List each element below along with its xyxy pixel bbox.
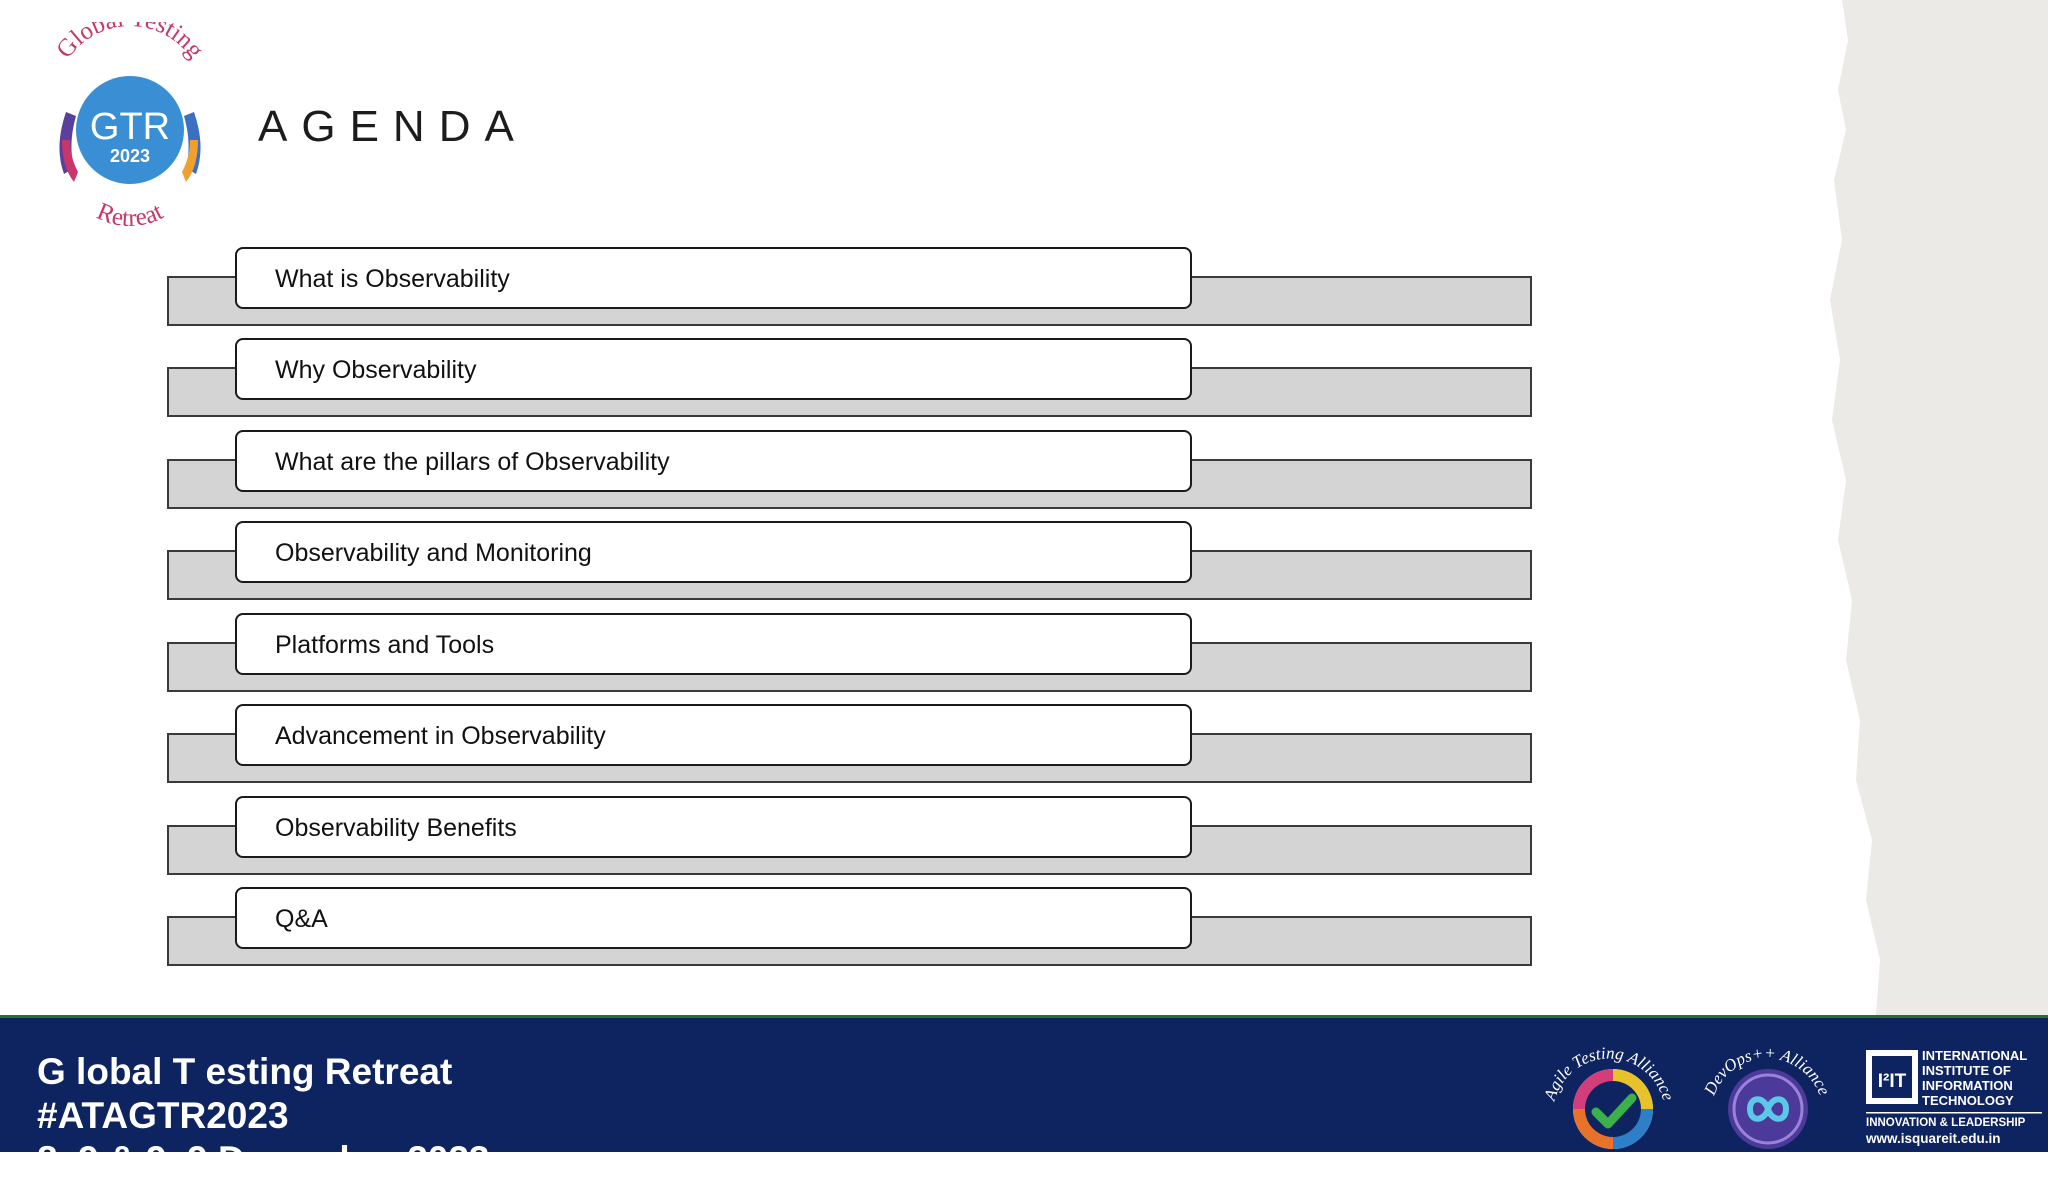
slide-title: AGENDA xyxy=(258,102,528,151)
agenda-item xyxy=(0,247,1600,339)
agenda-item-box xyxy=(235,430,1192,492)
logo-year-text: 2023 xyxy=(109,146,151,166)
footer-text xyxy=(37,1050,490,1182)
logo-arc-top-text: Glob sting xyxy=(51,22,209,64)
agenda-item-box xyxy=(235,796,1192,858)
agenda-item xyxy=(0,887,1600,979)
agenda-item xyxy=(0,613,1600,705)
i2it-name-line3: INFORMATION xyxy=(1922,1078,2013,1093)
agenda-item-label: Why Observability xyxy=(275,356,477,384)
agenda-item xyxy=(0,704,1600,796)
i2it-name-line4: TECHNOLOGY xyxy=(1922,1093,2014,1108)
agenda-item xyxy=(0,430,1600,522)
agenda-item xyxy=(0,521,1600,613)
agenda-item-box xyxy=(235,613,1192,675)
agenda-item-box xyxy=(235,887,1192,949)
i2it-logo xyxy=(1862,1020,2046,1155)
footer-event-name: G lobal T esting Retreat xyxy=(37,1051,453,1092)
footer-band xyxy=(0,1015,2048,1180)
footer-dates: 8, 9 & 9, 9 December 2023 xyxy=(37,1139,490,1180)
i2it-abbr: I²IT xyxy=(1877,1071,1907,1092)
agenda-item-box xyxy=(235,247,1192,309)
logo-center-text: GTR xyxy=(89,106,171,148)
agenda-item-box xyxy=(235,521,1192,583)
i2it-tagline: INNOVATION & LEADERSHIP xyxy=(1866,1117,2026,1129)
agenda-item-label: Observability and Monitoring xyxy=(275,539,592,567)
agenda-item-label: Advancement in Observability xyxy=(275,722,606,750)
logo-arc-bottom-text: Retreat xyxy=(92,197,168,233)
agenda-item xyxy=(0,796,1600,888)
agenda-item xyxy=(0,338,1600,430)
devops-alliance-logo xyxy=(1692,1020,1842,1155)
devops-logo-text: DevOps++ Alliance xyxy=(1700,1043,1834,1098)
agenda-item-box xyxy=(235,338,1192,400)
i2it-name-line2: INSTITUTE OF xyxy=(1922,1063,2011,1078)
footer-hashtag: #ATAGTR2023 xyxy=(37,1095,289,1136)
agenda-item-label: Q&A xyxy=(275,905,328,933)
agenda-item-box xyxy=(235,704,1192,766)
agenda-item-label: What are the pillars of Observability xyxy=(275,448,670,476)
i2it-url: www.isquareit.edu.in xyxy=(1866,1131,2001,1146)
agenda-item-label: Platforms and Tools xyxy=(275,631,495,659)
agenda-item-label: What is Observability xyxy=(275,265,510,293)
agenda-item-label: Observability Benefits xyxy=(275,814,517,842)
i2it-name-line1: INTERNATIONAL xyxy=(1922,1048,2028,1063)
ata-logo-text: Agile Testing Alliance xyxy=(1540,1043,1678,1103)
agile-testing-alliance-logo xyxy=(1534,1020,1684,1155)
